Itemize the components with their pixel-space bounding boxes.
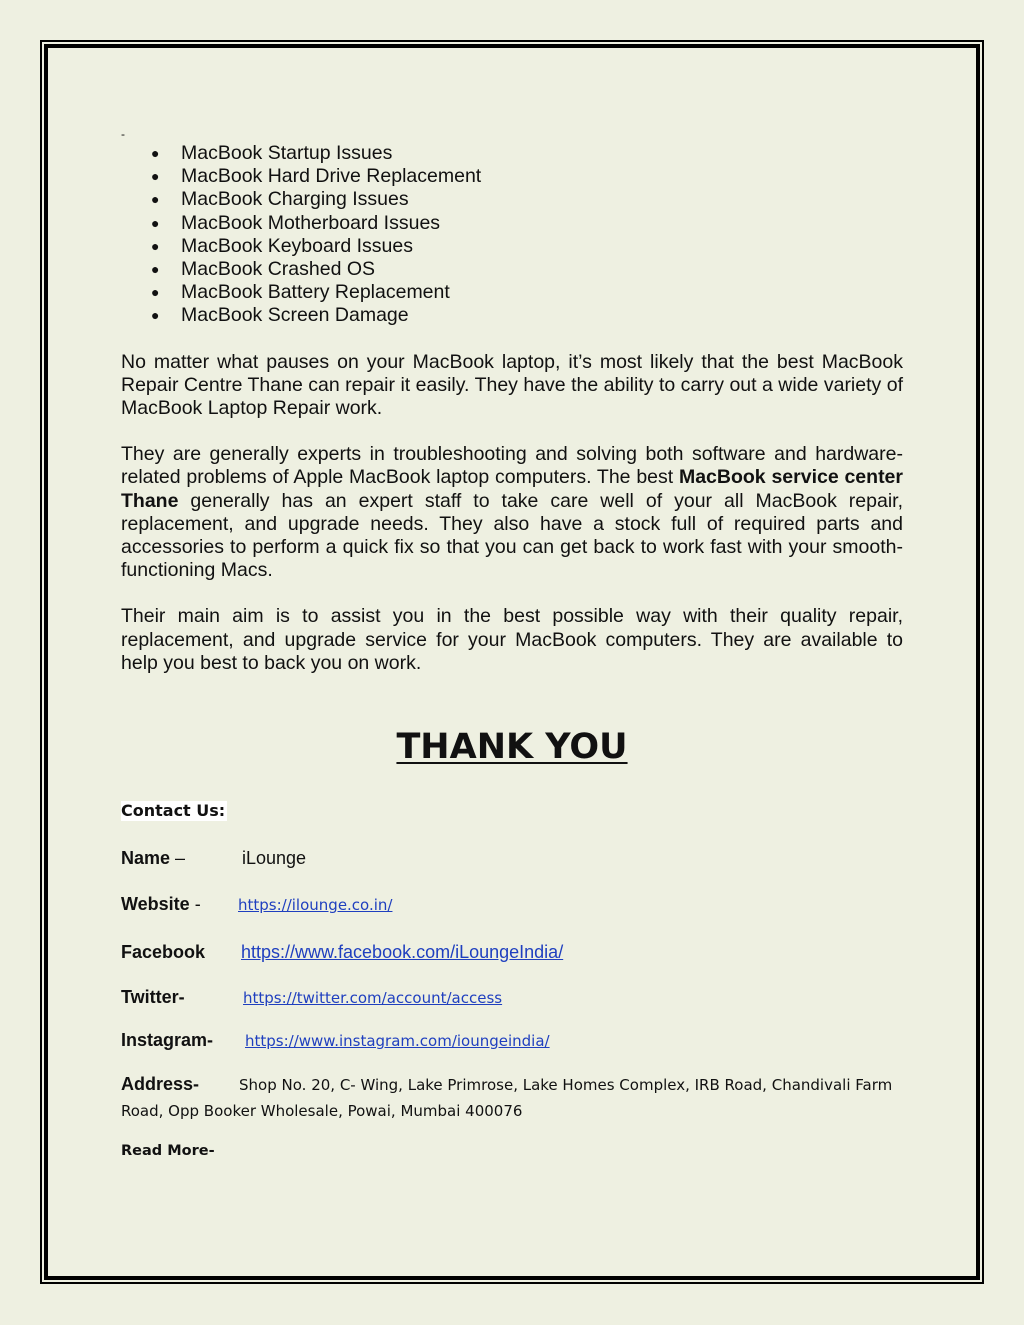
list-item: ● MacBook Startup Issues xyxy=(151,142,393,164)
twitter-link[interactable]: https://twitter.com/account/access xyxy=(243,989,503,1007)
list-item: ● MacBook Crashed OS xyxy=(151,258,376,281)
website-separator: - xyxy=(189,894,201,914)
website-label: Website xyxy=(121,894,190,914)
facebook-row xyxy=(121,941,205,963)
bullet-icon: ● xyxy=(151,307,160,324)
contact-heading: Contact Us: xyxy=(121,801,226,820)
list-item: ● MacBook Battery Replacement xyxy=(151,281,450,304)
paragraph-experts: They are generally experts in troubleshooting and solving both software and hardware-related problems of Apple MacBook laptop computers. The best MacBook service center Thane generally has an expert staff to take care well of your all MacBook repair, replacement, and upgrade needs. They also have a stock full of required parts and accessories to perform a quick fix so that you can get back to work fast with your smooth-functioning Macs. xyxy=(121,443,903,582)
instagram-link[interactable]: https://www.instagram.com/ioungeindia/ xyxy=(245,1032,550,1050)
thank-you-heading: THANK YOU xyxy=(396,727,628,767)
bullet-icon: ● xyxy=(151,214,160,231)
address-block xyxy=(121,1071,911,1124)
website-row xyxy=(121,893,201,915)
document-body xyxy=(121,128,903,675)
name-row xyxy=(121,847,185,869)
bullet-icon: ● xyxy=(151,191,160,208)
name-separator: – xyxy=(170,848,186,868)
list-item: ● MacBook Screen Damage xyxy=(151,304,409,327)
list-item: ● MacBook Keyboard Issues xyxy=(151,234,413,257)
service-center-keyword: MacBook service center Thane xyxy=(121,466,903,512)
website-link[interactable]: https://ilounge.co.in/ xyxy=(238,896,393,914)
list-marker-dash: - xyxy=(121,127,125,141)
paragraph-intro: No matter what pauses on your MacBook laptop, it’s most likely that the best MacBook Repair Centre Thane can repair it easily. They have the ability to carry out a wide variety of MacBook Laptop Repair work. xyxy=(121,350,903,420)
instagram-label: Instagram- xyxy=(121,1030,214,1050)
name-label: Name xyxy=(121,848,171,868)
list-item: ● MacBook Hard Drive Replacement xyxy=(151,165,482,188)
read-more-label: Read More- xyxy=(121,1143,215,1159)
facebook-link[interactable]: https://www.facebook.com/iLoungeIndia/ xyxy=(241,942,564,962)
facebook-label: Facebook xyxy=(121,942,206,962)
twitter-row xyxy=(121,986,185,1008)
issues-list xyxy=(121,142,903,328)
list-item: ● MacBook Charging Issues xyxy=(151,188,409,211)
bullet-icon: ● xyxy=(151,237,160,254)
list-item: ● MacBook Motherboard Issues xyxy=(151,211,441,234)
twitter-label: Twitter- xyxy=(121,987,185,1007)
bullet-icon: ● xyxy=(151,261,160,278)
name-value: iLounge xyxy=(242,848,307,868)
address-value: Shop No. 20, C- Wing, Lake Primrose, Lake Homes Complex, IRB Road, Chandivali Farm Road, Opp Booker Wholesale, Powai, Mumbai 400076 xyxy=(121,1076,893,1120)
bullet-icon: ● xyxy=(151,168,160,185)
instagram-row xyxy=(121,1029,213,1051)
paragraph-aim: Their main aim is to assist you in the best possible way with their quality repair, replacement, and upgrade service for your MacBook computers. They are available to help you best to back you on work. xyxy=(121,605,903,674)
bullet-icon: ● xyxy=(151,145,160,161)
address-label: Address- xyxy=(121,1074,200,1094)
bullet-icon: ● xyxy=(151,284,160,301)
